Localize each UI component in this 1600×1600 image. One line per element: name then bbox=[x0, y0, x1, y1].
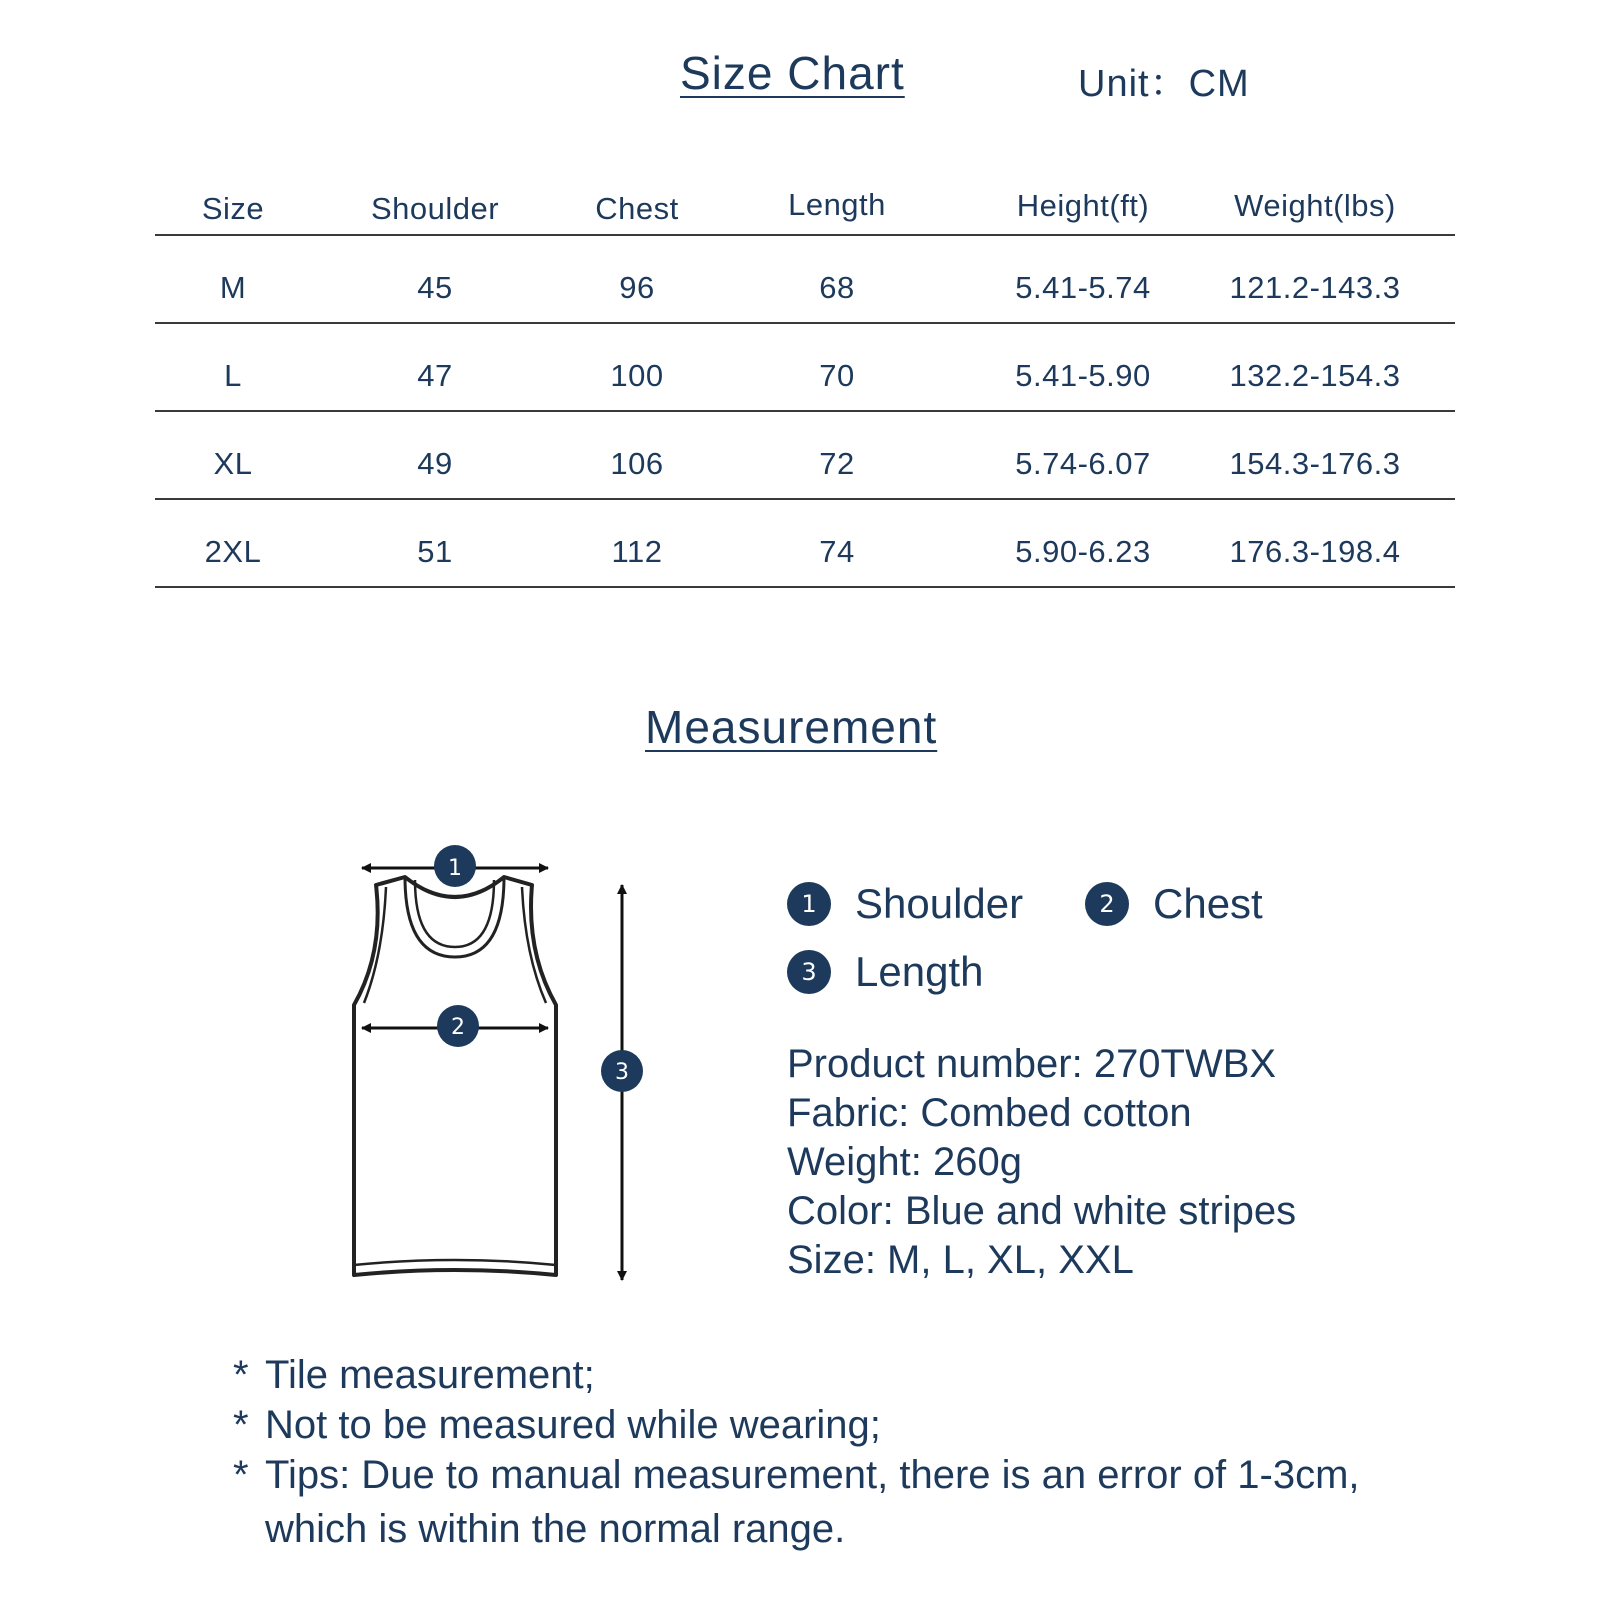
legend-item-length bbox=[787, 948, 983, 996]
table-cell: 121.2-143.3 bbox=[1229, 270, 1401, 305]
legend-item-shoulder bbox=[787, 880, 1023, 928]
table-cell: 45 bbox=[417, 270, 453, 305]
note-star: * bbox=[233, 1403, 249, 1447]
diagram-badge-2-text: 2 bbox=[451, 1015, 465, 1040]
diagram-badge-3-text: 3 bbox=[615, 1060, 629, 1085]
table-cell: 106 bbox=[610, 446, 664, 481]
legend-label: Shoulder bbox=[855, 880, 1024, 927]
table-cell: 72 bbox=[819, 446, 855, 481]
legend-badge: 3 bbox=[787, 950, 831, 994]
note-text: Tips: Due to manual measurement, there is an error of 1-3cm, bbox=[265, 1453, 1360, 1497]
column-header-chest: Chest bbox=[595, 191, 679, 226]
table-cell: 47 bbox=[417, 358, 453, 393]
table-row bbox=[155, 324, 1455, 412]
note-item bbox=[233, 1353, 595, 1398]
table-cell: 49 bbox=[417, 446, 453, 481]
spec-product-number: Product number: 270TWBX bbox=[787, 1042, 1277, 1086]
table-row bbox=[155, 412, 1455, 500]
table-cell: 68 bbox=[819, 270, 855, 305]
note-star: * bbox=[233, 1453, 249, 1497]
table-cell: 5.74-6.07 bbox=[1015, 446, 1151, 481]
table-cell: 51 bbox=[417, 534, 453, 569]
tank-top-outline bbox=[354, 877, 556, 1275]
spec-size: Size: M, L, XL, XXL bbox=[787, 1238, 1134, 1282]
table-cell: 5.41-5.74 bbox=[1015, 270, 1151, 305]
measurement-title: Measurement bbox=[645, 701, 938, 753]
legend-label: Length bbox=[855, 948, 984, 995]
table-cell: 132.2-154.3 bbox=[1229, 358, 1401, 393]
legend-badge: 2 bbox=[1085, 882, 1129, 926]
size-chart-title: Size Chart bbox=[680, 47, 905, 99]
table-row bbox=[155, 500, 1455, 588]
table-cell: 5.41-5.90 bbox=[1015, 358, 1151, 393]
spec-weight: Weight: 260g bbox=[787, 1140, 1022, 1184]
note-star: * bbox=[233, 1353, 249, 1397]
legend-label: Chest bbox=[1153, 880, 1263, 927]
table-cell: 112 bbox=[611, 534, 663, 569]
table-cell: 96 bbox=[619, 270, 655, 305]
table-cell: 5.90-6.23 bbox=[1015, 534, 1151, 569]
spec-color: Color: Blue and white stripes bbox=[787, 1189, 1297, 1233]
table-cell: 176.3-198.4 bbox=[1229, 534, 1401, 569]
legend-badge: 1 bbox=[787, 882, 831, 926]
column-header-shoulder: Shoulder bbox=[370, 191, 500, 226]
table-cell: 70 bbox=[819, 358, 855, 393]
product-specs bbox=[787, 1040, 1296, 1285]
spec-fabric: Fabric: Combed cotton bbox=[787, 1091, 1192, 1135]
note-item bbox=[233, 1403, 881, 1448]
column-header-weight: Weight(lbs) bbox=[1234, 188, 1396, 223]
diagram-badge-1-text: 1 bbox=[448, 856, 462, 881]
table-cell: 74 bbox=[819, 534, 855, 569]
table-cell: XL bbox=[213, 446, 253, 481]
table-cell: 154.3-176.3 bbox=[1229, 446, 1401, 481]
table-header-row bbox=[155, 175, 1455, 236]
table-cell: 100 bbox=[610, 358, 664, 393]
column-header-length: Length bbox=[788, 187, 886, 222]
table-cell: L bbox=[224, 358, 242, 393]
column-header-size: Size bbox=[201, 191, 265, 226]
size-table bbox=[155, 175, 1455, 588]
table-row bbox=[155, 236, 1455, 324]
note-text: Tile measurement; bbox=[265, 1353, 595, 1397]
table-cell: M bbox=[219, 270, 247, 305]
note-text: Not to be measured while wearing; bbox=[265, 1403, 881, 1447]
legend-item-chest bbox=[1085, 880, 1263, 928]
unit-label: Unit：CM bbox=[1078, 63, 1250, 105]
note-continuation: which is within the normal range. bbox=[265, 1507, 846, 1551]
note-item bbox=[233, 1453, 1360, 1498]
column-header-height: Height(ft) bbox=[1016, 188, 1150, 223]
tank-top-diagram bbox=[340, 825, 660, 1295]
table-cell: 2XL bbox=[204, 534, 262, 569]
